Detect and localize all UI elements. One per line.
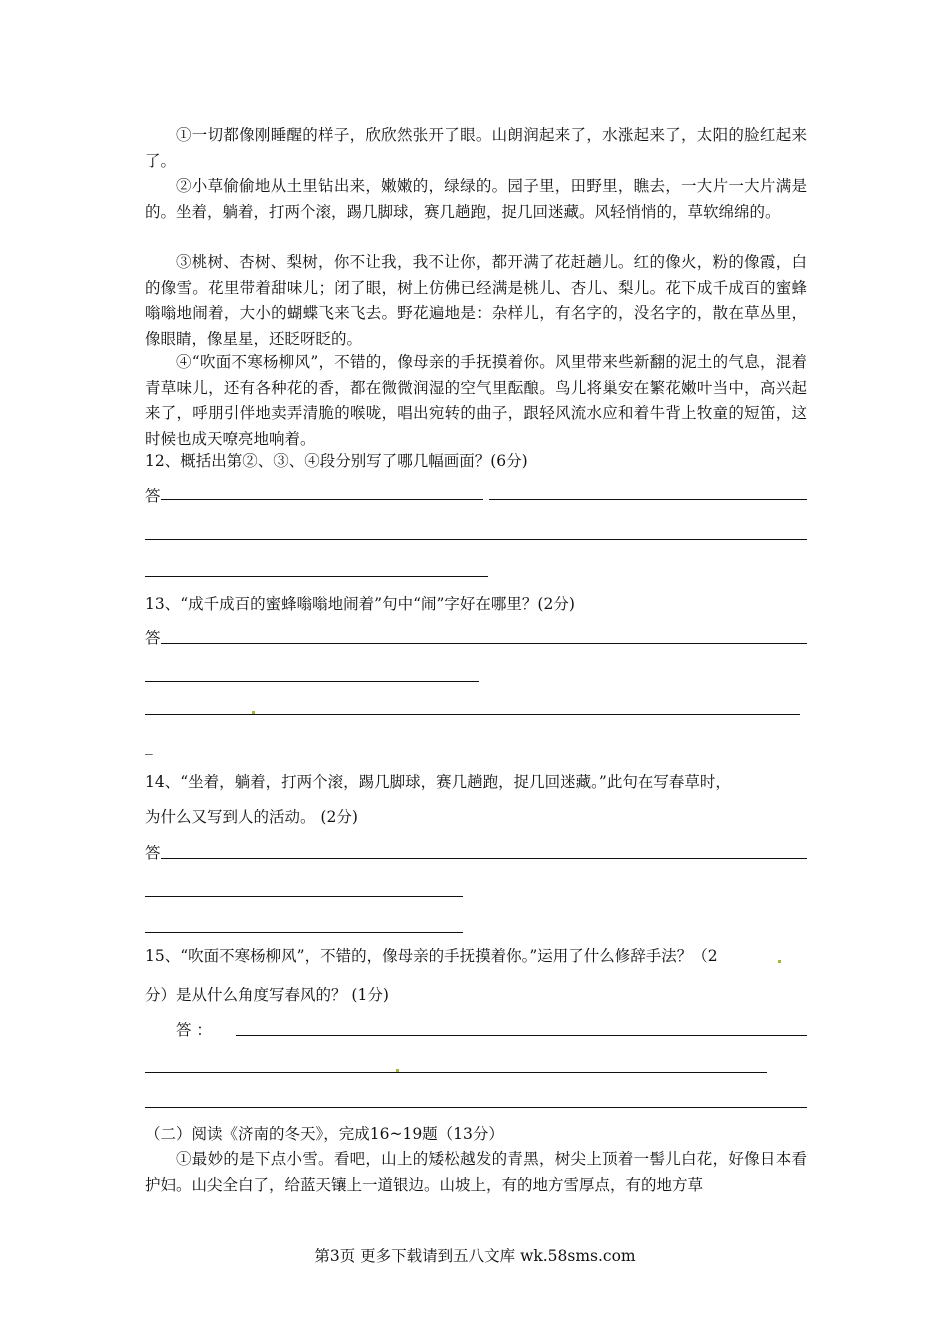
stray-dot [252, 711, 255, 714]
answer-line [161, 643, 807, 644]
answer-line [145, 896, 463, 897]
stray-mark: _ [145, 737, 153, 755]
passage-paragraph-3: ③桃树、杏树、梨树，你不让我，我不让你，都开满了花赶趟儿。红的像火，粉的像霞，白的像雪。花里带着甜味儿；闭了眼，树上仿佛已经满是桃儿、杏儿、梨儿。花下成千成百的蜜蜂嗡嗡地闹着，大小的蝴蝶飞来飞去。野花遍地是：杂样儿，有名字的，没名字的，散在草丛里，像眼睛，像星星，还眨呀眨的。 [145, 253, 807, 348]
question-13: 13、“成千成百的蜜蜂嗡嗡地闹着”句中“闹”字好在哪里？(2分) [145, 595, 575, 613]
question-12: 12、概括出第②、③、④段分别写了哪几幅画面？(6分) [145, 452, 528, 470]
passage-paragraph-1: ①一切都像刚睡醒的样子，欣欣然张开了眼。山朗润起来了，水涨起来了，太阳的脸红起来了。 [145, 126, 807, 170]
question-14-line-1: 14、“坐着，躺着，打两个滚，踢几脚球，赛几趟跑，捉几回迷藏。”此句在写春草时， [145, 773, 731, 791]
answer-line [145, 576, 488, 577]
answer-line [161, 499, 483, 500]
passage-paragraph-2: ②小草偷偷地从土里钻出来，嫩嫩的，绿绿的。园子里，田野里，瞧去，一大片一大片满是的。坐着，躺着，打两个滚，踢几脚球，赛几趟跑，捉几回迷藏。风轻悄悄的，草软绵绵的。 [145, 177, 807, 221]
section-2-paragraph-1: ①最妙的是下点小雪。看吧，山上的矮松越发的青黑，树尖上顶着一髻儿白花，好像日本看护妇。山尖全白了，给蓝天镶上一道银边。山坡上，有的地方雪厚点，有的地方草 [145, 1150, 807, 1194]
answer-line [489, 499, 807, 500]
answer-line [145, 932, 463, 933]
answer-line [145, 681, 479, 682]
stray-dot [778, 960, 781, 963]
answer-label-12: 答 [145, 487, 161, 505]
answer-line [236, 1035, 807, 1036]
question-14-line-2: 为什么又写到人的活动。 (2分) [145, 808, 358, 826]
passage-paragraph-4: ④“吹面不寒杨柳风”，不错的，像母亲的手抚摸着你。风里带来些新翻的泥土的气息，混着青草味儿，还有各种花的香，都在微微润湿的空气里酝酿。鸟儿将巢安在繁花嫩叶当中，高兴起来了，呼朋引伴地卖弄清脆的喉咙，唱出宛转的曲子，跟轻风流水应和着牛背上牧童的短笛，这时候也成天嘹亮地响着。 [145, 353, 807, 448]
answer-line [145, 1072, 767, 1073]
answer-line [161, 858, 807, 859]
answer-line [145, 1107, 807, 1108]
section-2-heading: （二）阅读《济南的冬天》，完成16~19题（13分） [145, 1125, 504, 1143]
question-15-line-1: 15、“吹面不寒杨柳风”，不错的，像母亲的手抚摸着你。”运用了什么修辞手法？（2 [145, 947, 718, 965]
answer-line [145, 539, 807, 540]
answer-line [145, 714, 800, 715]
question-15-line-2: 分）是从什么角度写春风的？ (1分) [145, 986, 389, 1004]
answer-label-13: 答 [145, 629, 161, 647]
answer-label-15: 答 ： [176, 1021, 212, 1039]
stray-dot [396, 1069, 399, 1072]
answer-label-14: 答 [145, 844, 161, 862]
page-footer: 第3页 更多下载请到五八文库 wk.58sms.com [314, 1247, 636, 1265]
